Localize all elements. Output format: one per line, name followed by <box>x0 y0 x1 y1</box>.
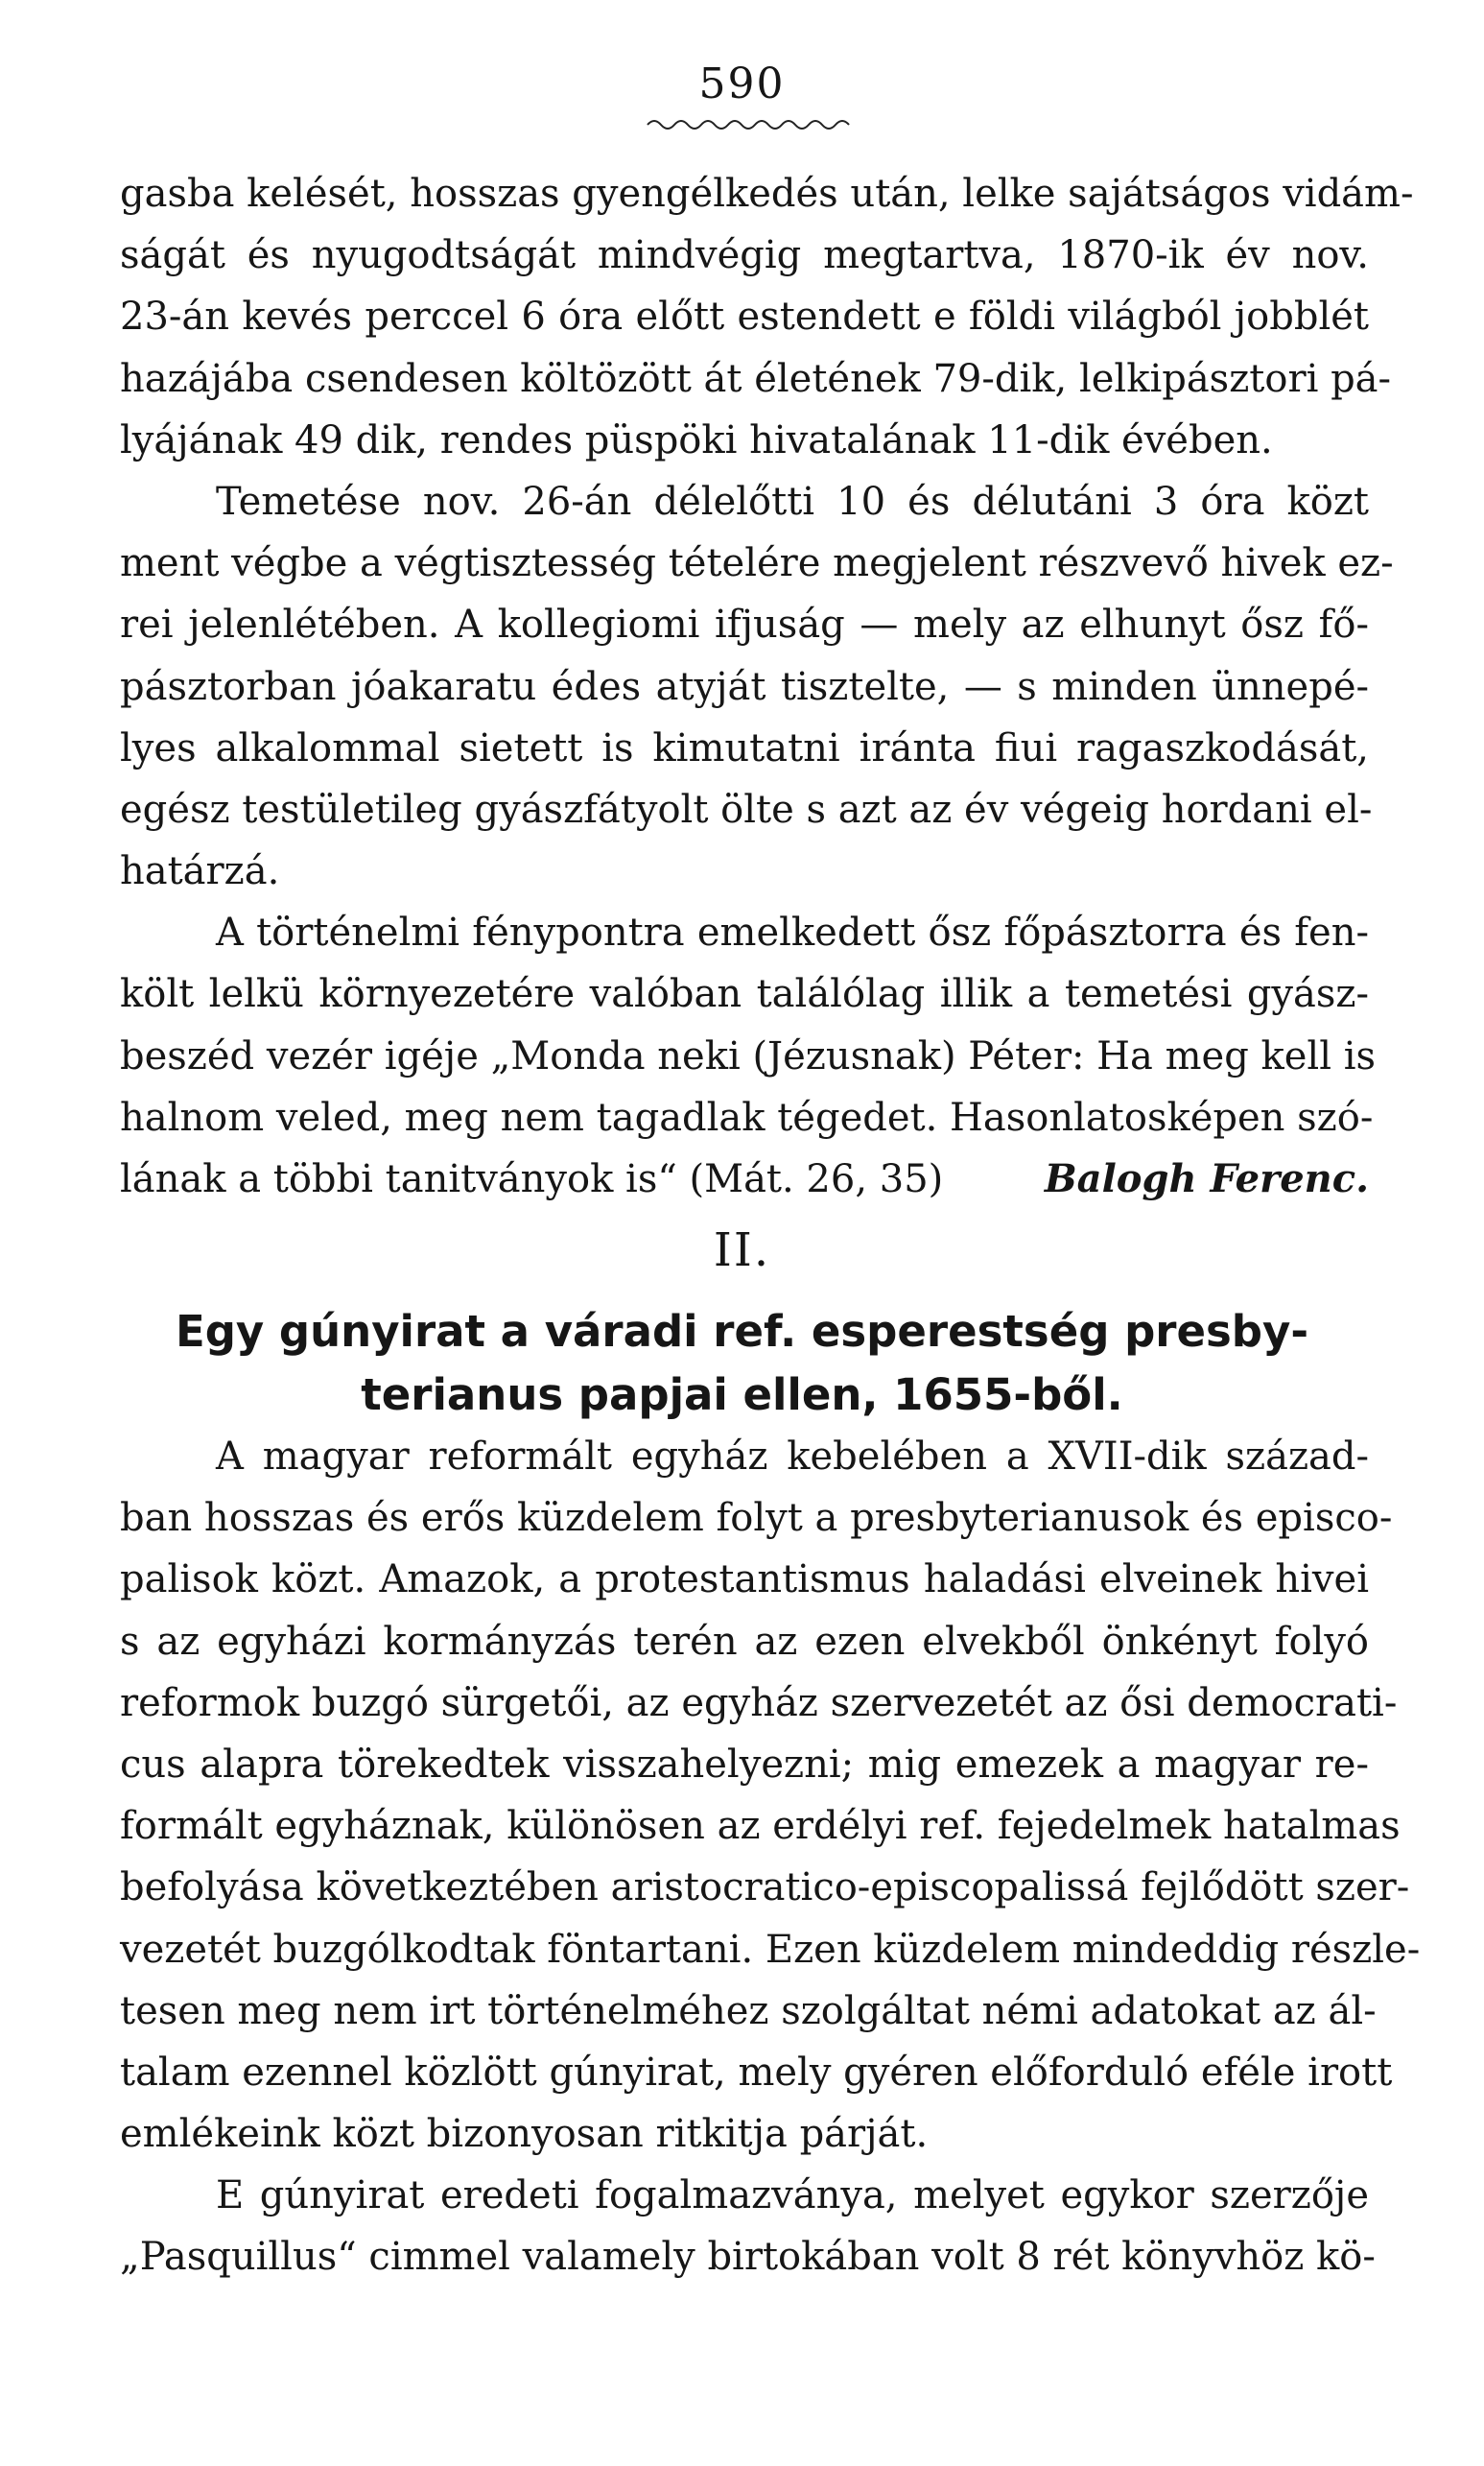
text-line: emlékeink közt bizonyosan ritkitja párját. <box>120 2112 929 2157</box>
text-line: lyes alkalommal sietett is kimutatni iránta fiui ragaszkodását, <box>120 725 1369 771</box>
text-line: tesen meg nem irt történelméhez szolgáltat némi adatokat az ál- <box>120 1988 1377 2033</box>
text-line: határzá. <box>120 849 280 894</box>
text-line: talam ezennel közlött gúnyirat, mely gyéren előforduló eféle irott <box>120 2050 1393 2095</box>
section-title-line: terianus papjai ellen, 1655-ből. <box>361 1369 1123 1420</box>
text-line: vezetét buzgólkodtak föntartani. Ezen küzdelem mindeddig részle- <box>120 1927 1421 1972</box>
text-line: gasba kelését, hosszas gyengélkedés után, lelke sajátságos vidám- <box>120 172 1414 216</box>
text-line: cus alapra törekedtek visszahelyezni; mig emezek a magyar re- <box>120 1742 1369 1787</box>
text-line: lának a többi tanitványok is“ (Mát. 26, 35) <box>120 1157 944 1201</box>
top-text-block <box>120 163 1414 1210</box>
text-line: „Pasquillus“ cimmel valamely birtokában volt 8 rét könyvhöz kö- <box>120 2235 1376 2280</box>
author-signature: Balogh Ferenc. <box>1044 1156 1369 1201</box>
page-number: 590 <box>698 59 786 108</box>
text-line: hazájába csendesen költözött át életének 79-dik, lelkipásztori pá- <box>120 356 1392 401</box>
text-line: E gúnyirat eredeti fogalmazványa, melyet egykor szerzője <box>216 2173 1369 2218</box>
text-line: halnom veled, meg nem tagadlak tégedet. Hasonlatosképen szó- <box>120 1095 1374 1140</box>
text-line: s az egyházi kormányzás terén az ezen elvekből önkényt folyó <box>120 1619 1369 1664</box>
text-line: lyájának 49 dik, rendes püspöki hivatalának 11-dik évében. <box>120 417 1273 462</box>
text-line: ságát és nyugodtságát mindvégig megtartva, 1870-ik év nov. <box>120 233 1369 278</box>
signature-line <box>120 1149 1369 1210</box>
text-line: Temetése nov. 26-án délelőtti 10 és délutáni 3 óra közt <box>216 479 1369 524</box>
text-line: költ lelkü környezetére valóban találólag illik a temetési gyász- <box>120 972 1369 1017</box>
wavy-ornament <box>646 115 857 136</box>
section-title <box>106 1300 1378 1427</box>
text-line: ment végbe a végtisztesség tételére megjelent részvevő hivek ez- <box>120 541 1394 586</box>
text-line: A történelmi fénypontra emelkedett ősz főpásztorra és fen- <box>216 911 1369 956</box>
text-line: A magyar reformált egyház kebelében a XVII-dik század- <box>216 1435 1369 1479</box>
text-line: beszéd vezér igéje „Monda neki (Jézusnak) Péter: Ha meg kell is <box>120 1033 1377 1079</box>
text-line: 23-án kevés perccel 6 óra előtt estendett e földi világból jobblét <box>120 295 1369 340</box>
text-line: rei jelenlétében. A kollegiomi ifjuság — mely az elhunyt ősz fő- <box>120 603 1369 648</box>
section-title-line: Egy gúnyirat a váradi ref. esperestség presby- <box>175 1306 1309 1357</box>
text-line: reformok buzgó sürgetői, az egyház szervezetét az ősi democrati- <box>120 1680 1398 1725</box>
text-line: egész testületileg gyászfátyolt ölte s azt az év végeig hordani el- <box>120 787 1373 832</box>
text-line: ban hosszas és erős küzdelem folyt a presbyterianusok és episco- <box>120 1496 1393 1541</box>
section-numeral: II. <box>713 1223 771 1277</box>
text-line: formált egyháznak, különösen az erdélyi ref. fejedelmek hatalmas <box>120 1804 1401 1849</box>
text-line: befolyása következtében aristocratico-episcopalissá fejlődött szer- <box>120 1865 1410 1910</box>
bottom-text-block <box>120 1426 1421 2288</box>
text-line: palisok közt. Amazok, a protestantismus haladási elveinek hivei <box>120 1557 1369 1602</box>
text-line: pásztorban jóakaratu édes atyját tisztelte, — s minden ünnepé- <box>120 664 1369 709</box>
